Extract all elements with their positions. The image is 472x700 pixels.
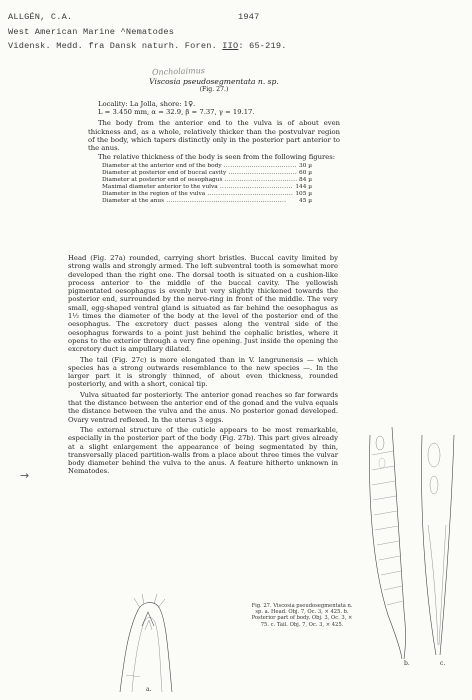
- figure-label-c: c.: [440, 660, 446, 667]
- figure-head-drawing: [102, 580, 192, 695]
- citation-volume: IIO: [222, 41, 239, 51]
- measurement-row: Diameter at the anus ..... 45 µ: [102, 198, 312, 205]
- paragraph-vulva: Vulva situated far posteriorly. The anterior gonad reaches so far forwards that the distance between the anterior end of the gonad and the vulva equals the distance between the vulva and the anus. No posterior gonad developed. Ovary ventrad reflexed. In the uterus 3 eggs.: [68, 390, 338, 424]
- measurement-row: Diameter at posterior end of oesophagus ..... 84 µ: [102, 177, 312, 184]
- description-body: [68, 254, 338, 476]
- citation-title: West American Marine ^Nematodes: [8, 27, 175, 37]
- figure-caption: Fig. 27. Viscosia pseudosegmentata n. sp. a. Head. Obj. 7, Oc. 3, × 425. b. Posterior part of body. Obj. 3, Oc. 3, × 75. c. Tail. Obj. 7, Oc. 3, × 425.: [251, 603, 353, 628]
- paragraph-cuticle: The external structure of the cuticle appears to be most remarkable, especially in the posterior part of the body (Fig. 27b). This part gives already at a slight enlargement the appearance of being segmentated by thin, transversally placed partition-walls from a place about three times the vulvar body diameter behind the vulva to the anus. A feature hitherto unknown in Nematodes.: [68, 425, 338, 476]
- body-formula: L = 3.450 mm, α = 32.9, β = 7.37, γ = 19.17.: [98, 108, 255, 117]
- paragraph-thickness-intro: The relative thickness of the body is seen from the following figures:: [98, 152, 336, 161]
- measurement-row: Diameter in the region of the vulva ..... 105 µ: [102, 191, 312, 198]
- species-description: [88, 78, 340, 207]
- measurement-table: [102, 163, 312, 205]
- measurement-row: Maximal diameter anterior to the vulva ..... 144 µ: [102, 184, 312, 191]
- handwritten-note: Oncholaimus: [151, 66, 206, 77]
- species-title: Viscosia pseudosegmentata n. sp.: [149, 77, 279, 86]
- citation-journal: Vidensk. Medd. fra Dansk naturh. Foren. IIO: 65-219.: [8, 41, 287, 51]
- paragraph-tail: The tail (Fig. 27c) is more elongated than in V. langrunensis — which species has a strong outwards resemblance to the new species —. In the larger part it is strongly thinned, of about even thickness, rounded posteriorly, and with a short, conical tip.: [68, 355, 338, 389]
- locality: Locality: La Jolla, shore: 1♀.: [98, 99, 196, 108]
- citation-year: 1947: [238, 12, 260, 22]
- figure-posterior-drawing: [362, 415, 470, 675]
- citation-author: ALLGÉN, C.A.: [8, 12, 73, 22]
- figure-label-a: a.: [146, 686, 152, 693]
- figure-reference: (Fig. 27.): [199, 86, 229, 94]
- paragraph-head: Head (Fig. 27a) rounded, carrying short bristles. Buccal cavity limited by strong walls and strongly armed. The left subventral tooth is somewhat more developed than the right one. The dorsal tooth is situated on a cushion-like process anterior to the middle of the buccal cavity. The yellowish pigmentated oesophagus is evenly but very slightly thickened towards the posterior end, surrounded by the nerve-ring in front of the middle. The very small, egg-shaped ventral gland is situated as far behind the oesophagus as 1½ times the diameter of the body at the level of the posterior end of the oesophagus. The excretory duct passes along the ventral side of the oesophagus forwards to a point just behind the cephalic bristles, where it opens to the exterior through a very fine opening. Just inside the opening the excretory duct is ampullary dilated.: [68, 254, 338, 354]
- measurement-row: Diameter at posterior end of buccal cavity ..... 60 µ: [102, 170, 312, 177]
- figure-label-b: b.: [404, 660, 410, 667]
- paragraph-body-shape: The body from the anterior end to the vulva is of about even thickness and, as a whole, relatively thicker than the postvulvar region of the body, which tapers distinctly only in the posterior part anterior to the anus.: [88, 119, 340, 153]
- measurement-row: Diameter at the anterior end of the body ..... 30 µ: [102, 163, 312, 170]
- margin-arrow-icon: →: [20, 469, 30, 482]
